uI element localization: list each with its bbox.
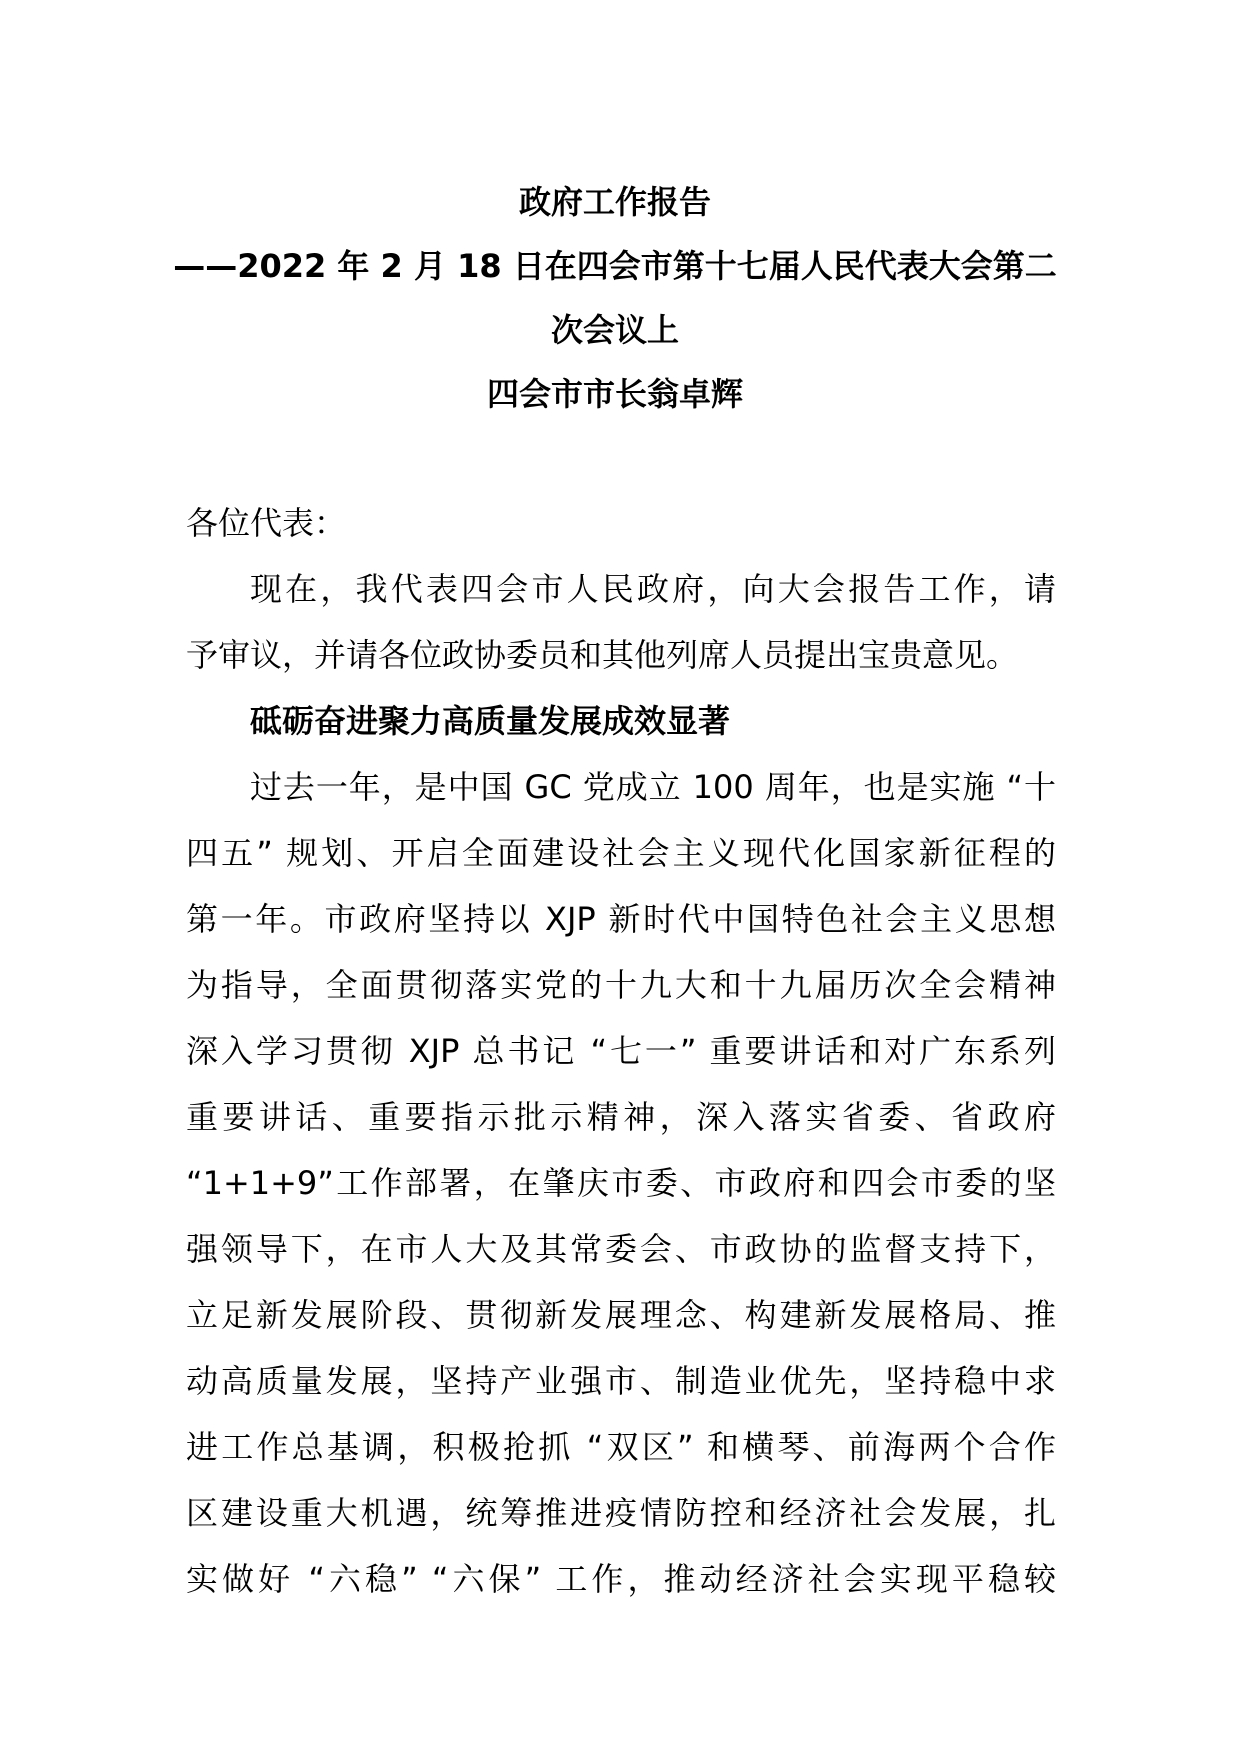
paragraph-line: 进工作总基调，积极抢抓 “双区” 和横琴、前海两个合作 bbox=[186, 1428, 1056, 1466]
paragraph-line: 实做好 “六稳” “六保” 工作，推动经济社会实现平稳较 bbox=[186, 1560, 1056, 1598]
report-title: 政府工作报告 bbox=[518, 183, 711, 221]
report-subtitle-line-2: 次会议上 bbox=[550, 311, 679, 349]
paragraph-line: 过去一年，是中国 GC 党成立 100 周年，也是实施 “十 bbox=[250, 768, 1056, 806]
paragraph-line: 四五” 规划、开启全面建设社会主义现代化国家新征程的 bbox=[186, 834, 1056, 872]
paragraph-line: 强领导下，在市人大及其常委会、市政协的监督支持下， bbox=[186, 1230, 1056, 1268]
section-heading: 砥砺奋进聚力高质量发展成效显著 bbox=[250, 702, 731, 740]
report-speaker: 四会市市长翁卓辉 bbox=[486, 375, 743, 413]
report-body bbox=[186, 490, 1056, 1612]
report-subtitle-line-1: ——2022 年 2 月 18 日在四会市第十七届人民代表大会第二 bbox=[173, 247, 1057, 285]
paragraph-line: 重要讲话、重要指示批示精神，深入落实省委、省政府 bbox=[186, 1098, 1056, 1136]
intro-line: 现在，我代表四会市人民政府，向大会报告工作，请 bbox=[250, 570, 1056, 608]
paragraph-line: 区建设重大机遇，统筹推进疫情防控和经济社会发展，扎 bbox=[186, 1494, 1056, 1532]
paragraph-line: 立足新发展阶段、贯彻新发展理念、构建新发展格局、推 bbox=[186, 1296, 1056, 1334]
report-title-block bbox=[160, 170, 1070, 426]
paragraph-line: 第一年。市政府坚持以 XJP 新时代中国特色社会主义思想 bbox=[186, 900, 1056, 938]
paragraph-line: 为指导，全面贯彻落实党的十九大和十九届历次全会精神 bbox=[186, 966, 1056, 1004]
paragraph-line: “1+1+9”工作部署，在肇庆市委、市政府和四会市委的坚 bbox=[186, 1164, 1056, 1202]
intro-line: 予审议，并请各位政协委员和其他列席人员提出宝贵意见。 bbox=[186, 636, 1019, 674]
salutation: 各位代表： bbox=[186, 504, 347, 542]
paragraph-line: 动高质量发展，坚持产业强市、制造业优先，坚持稳中求 bbox=[186, 1362, 1056, 1400]
paragraph-line: 深入学习贯彻 XJP 总书记 “七一” 重要讲话和对广东系列 bbox=[186, 1032, 1056, 1070]
